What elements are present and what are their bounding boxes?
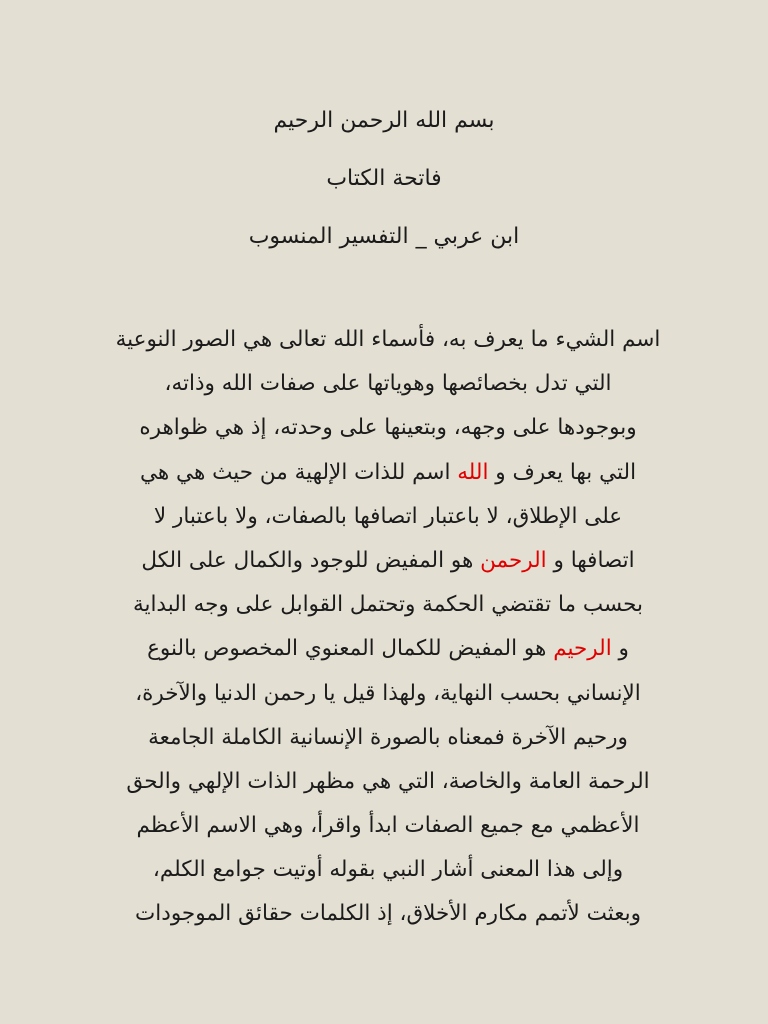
body-line bbox=[70, 892, 706, 936]
body-text-segment: هو المفيض للوجود والكمال على الكل bbox=[141, 547, 481, 573]
body-line bbox=[70, 406, 706, 450]
body-text-segment: اتصافها و bbox=[546, 547, 635, 573]
body-text-segment: الرحمة العامة والخاصة، التي هي مظهر الذات الإلهي والحق bbox=[126, 768, 650, 794]
body-text-segment: التي تدل بخصائصها وهوياتها على صفات الله وذاته، bbox=[164, 371, 612, 397]
body-line bbox=[70, 848, 706, 892]
body-line bbox=[70, 760, 706, 804]
body-line bbox=[70, 583, 706, 627]
body-line bbox=[70, 672, 706, 716]
body-text-segment: وبعثت لأتمم مكارم الأخلاق، إذ الكلمات حقائق الموجودات bbox=[135, 901, 641, 927]
body-text-segment: اسم للذات الإلهية من حيث هي هي bbox=[139, 459, 458, 485]
highlighted-term: الرحمن bbox=[480, 547, 547, 573]
body-text-segment: و bbox=[611, 636, 629, 662]
body-text-segment: على الإطلاق، لا باعتبار اتصافها بالصفات، ولا باعتبار لا bbox=[153, 503, 623, 529]
highlighted-term: الله bbox=[457, 459, 489, 485]
header-block bbox=[0, 92, 768, 266]
body-line bbox=[70, 318, 706, 362]
body-line bbox=[70, 716, 706, 760]
body-line bbox=[70, 362, 706, 406]
body-text-segment: هو المفيض للكمال المعنوي المخصوص بالنوع bbox=[147, 636, 554, 662]
body-line bbox=[70, 451, 706, 495]
body-text-segment: الإنساني بحسب النهاية، ولهذا قيل يا رحمن الدنيا والآخرة، bbox=[135, 680, 641, 706]
body-text-segment: بحسب ما تقتضي الحكمة وتحتمل القوابل على وجه البداية bbox=[132, 592, 644, 618]
basmala-heading: بسم الله الرحمن الرحيم bbox=[273, 108, 495, 133]
body-text-segment: الأعظمي مع جميع الصفات ابدأ واقرأ، وهي الاسم الأعظم bbox=[136, 813, 640, 839]
body-text-segment: اسم الشيء ما يعرف به، فأسماء الله تعالى هي الصور النوعية bbox=[115, 327, 661, 352]
body-line bbox=[70, 539, 706, 583]
body-line bbox=[70, 804, 706, 848]
document-subtitle: ابن عربي _ التفسير المنسوب bbox=[248, 224, 520, 249]
body-text-segment: ورحيم الآخرة فمعناه بالصورة الإنسانية الكاملة الجامعة bbox=[148, 724, 628, 750]
body-text-segment: وبوجودها على وجهه، وبتعينها على وحدته، إذ هي ظواهره bbox=[139, 415, 637, 441]
body-text-segment: وإلى هذا المعنى أشار النبي بقوله أوتيت جوامع الكلم، bbox=[152, 857, 624, 883]
highlighted-term: الرحيم bbox=[553, 636, 612, 662]
body-paragraph bbox=[70, 318, 706, 937]
document-title: فاتحة الكتاب bbox=[326, 166, 442, 191]
body-line bbox=[70, 495, 706, 539]
body-line bbox=[70, 627, 706, 671]
body-text-segment: التي بها يعرف و bbox=[488, 459, 637, 485]
